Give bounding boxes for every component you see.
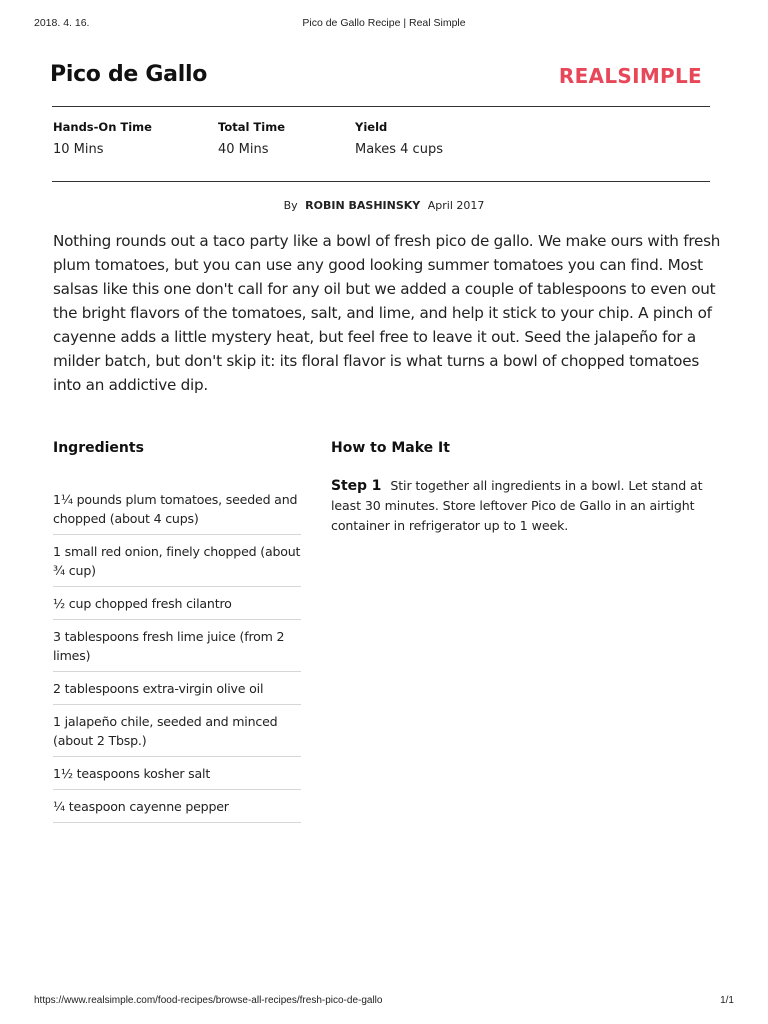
print-date: 2018. 4. 16. [34,17,90,29]
ingredients-heading: Ingredients [53,440,144,456]
meta-hands-on-time [53,120,152,157]
byline-author[interactable]: ROBIN BASHINSKY [305,199,421,212]
ingredient-item: 1¼ pounds plum tomatoes, seeded and chopped (about 4 cups) [53,488,301,535]
recipe-title: Pico de Gallo [50,62,208,87]
meta-value: 40 Mins [218,142,269,157]
ingredient-item: 1 jalapeño chile, seeded and minced (about 2 Tbsp.) [53,710,301,757]
byline-prefix: By [283,199,298,212]
meta-label: Hands-On Time [53,120,152,134]
how-to-heading: How to Make It [331,440,450,456]
print-page-number: 1/1 [720,995,734,1006]
print-page-title: Pico de Gallo Recipe | Real Simple [302,17,466,29]
step-label: Step 1 [331,478,382,494]
print-header [0,17,768,31]
meta-label: Total Time [218,120,285,134]
ingredient-item: 1½ teaspoons kosher salt [53,762,301,790]
meta-value: Makes 4 cups [355,142,443,157]
ingredient-item: 2 tablespoons extra-virgin olive oil [53,677,301,705]
ingredient-item: ½ cup chopped fresh cilantro [53,592,301,620]
ingredient-list [53,488,301,828]
byline-date: April 2017 [427,199,485,212]
meta-yield [355,120,443,157]
meta-divider [52,181,710,182]
recipe-intro: Nothing rounds out a taco party like a bowl of fresh pico de gallo. We make ours with fresh plum tomatoes, but you can use any good looking summer tomatoes you can find. Most salsas like this one don't call for any oil but we added a couple of tablespoons to even out the bright flavors of the tomatoes, salt, and lime, and help it stick to your chip. A pinch of cayenne adds a little mystery heat, but feel free to leave it out. Seed the jalapeño for a milder batch, but don't skip it: its floral flavor is what turns a bowl of chopped tomatoes into an addictive dip. [53,232,721,394]
brand-logo[interactable]: REALSIMPLE [558,64,702,88]
byline [0,199,768,212]
ingredient-item: ¼ teaspoon cayenne pepper [53,795,301,823]
meta-label: Yield [355,120,388,134]
ingredient-item: 3 tablespoons fresh lime juice (from 2 limes) [53,625,301,672]
step-text: Stir together all ingredients in a bowl. Let stand at least 30 minutes. Store leftover Pico de Gallo in an airtight container in refrigerator up to 1 week. [331,478,703,533]
print-url[interactable]: https://www.realsimple.com/food-recipes/browse-all-recipes/fresh-pico-de-gallo [34,995,383,1006]
step-1 [331,476,711,536]
meta-value: 10 Mins [53,142,104,157]
ingredient-item: 1 small red onion, finely chopped (about ¾ cup) [53,540,301,587]
meta-total-time [218,120,285,157]
header-divider [52,106,710,107]
